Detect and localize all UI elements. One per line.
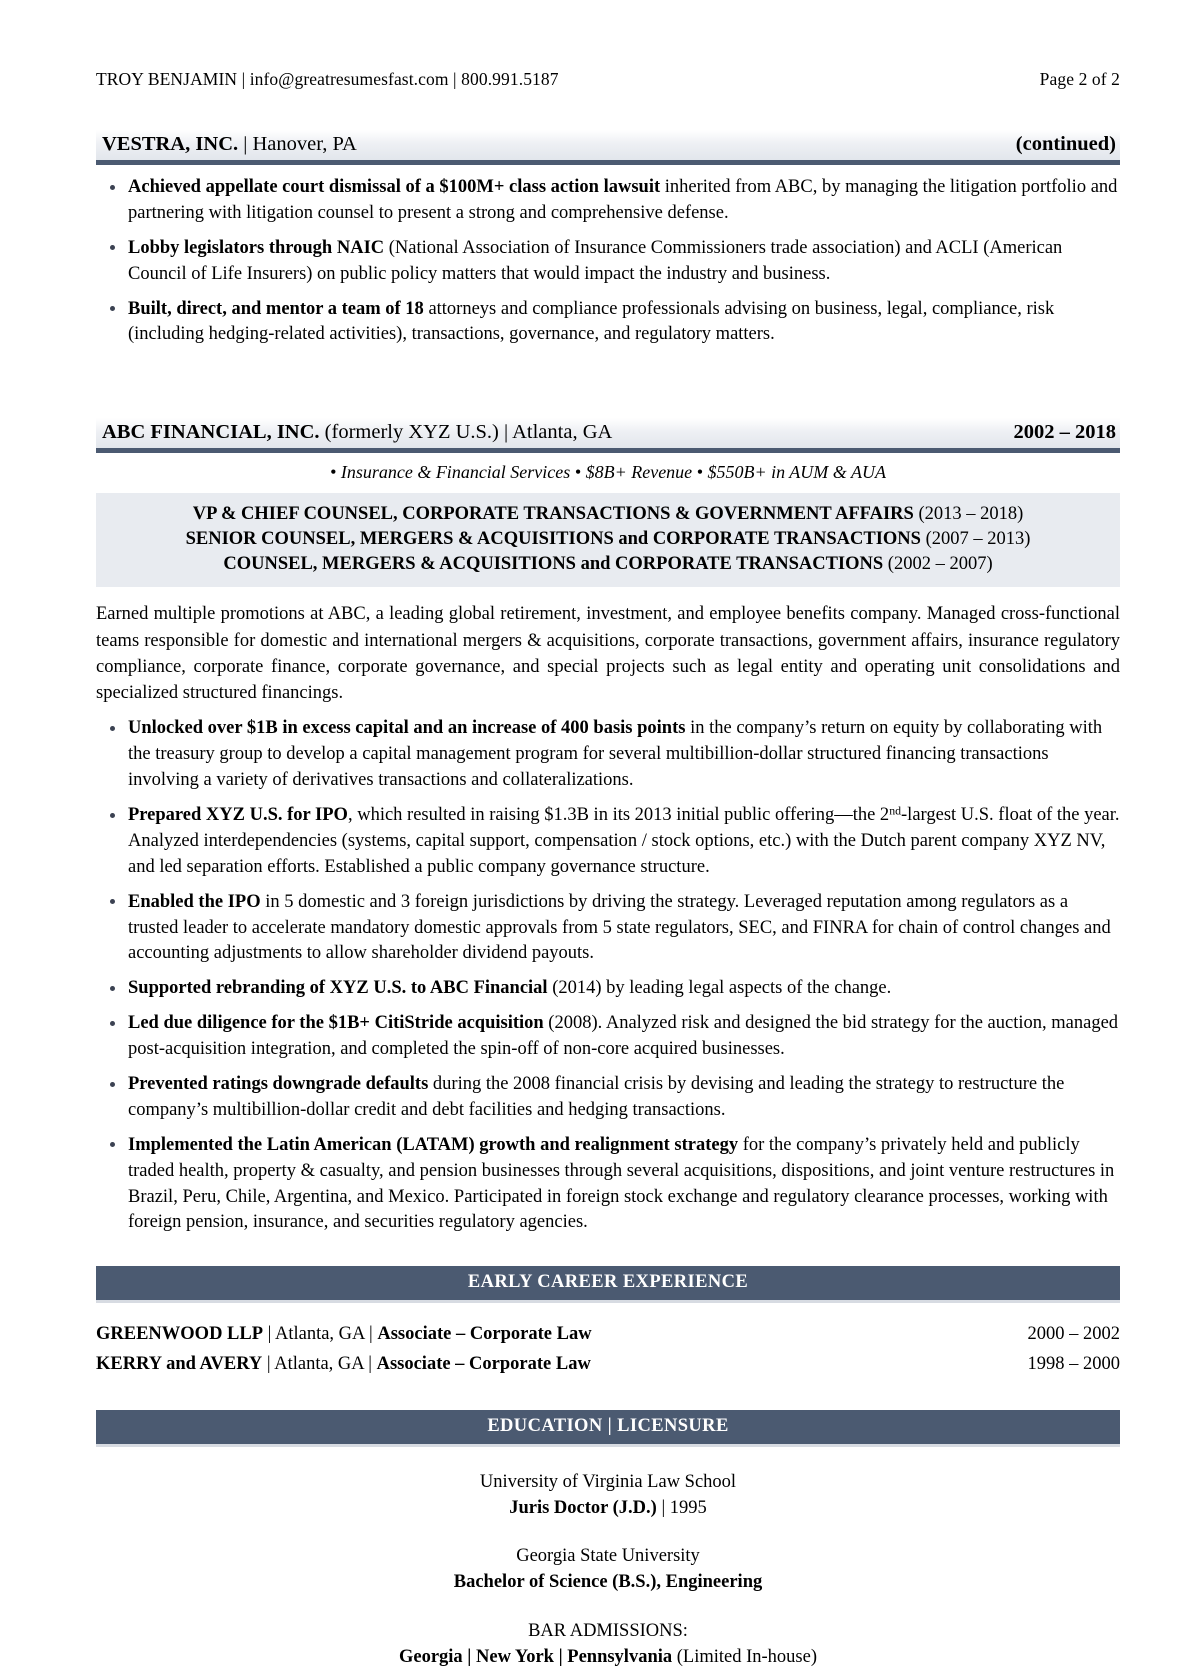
table-row bbox=[96, 1350, 1120, 1380]
bullet-lead: Lobby legislators through NAIC bbox=[128, 237, 385, 258]
job-title-text: SENIOR COUNSEL, MERGERS & ACQUISITIONS and CORPORATE TRANSACTIONS bbox=[185, 529, 921, 550]
company-location-text: | Hanover, PA bbox=[238, 133, 357, 155]
bullet-dot-icon bbox=[110, 726, 115, 731]
company-name-text: ABC FINANCIAL, INC. bbox=[102, 421, 320, 444]
school-name: University of Virginia Law School bbox=[479, 1471, 737, 1492]
section-spacer bbox=[96, 1236, 1120, 1266]
running-header bbox=[96, 0, 1120, 90]
bullet-body: (2008). Analyzed risk and designed the bid strategy for the auction, managed post-acquisition integration, and completed the spin-off of non-core acquired businesses. bbox=[128, 1013, 1119, 1060]
bullet-dot-icon bbox=[110, 306, 115, 311]
job-title-text: VP & CHIEF COUNSEL, CORPORATE TRANSACTIONS & GOVERNMENT AFFAIRS bbox=[192, 504, 914, 525]
list-item bbox=[96, 236, 1120, 288]
bar-admissions-heading: BAR ADMISSIONS: bbox=[528, 1620, 688, 1641]
early-career-entry bbox=[96, 1320, 592, 1350]
bar-admissions-states: Georgia | New York | Pennsylvania bbox=[398, 1646, 673, 1667]
bullet-body: attorneys and compliance professionals advising on business, legal, compliance, risk (including hedging-related activities), transactions, governance, and regulatory matters. bbox=[128, 298, 1055, 345]
list-item bbox=[96, 803, 1120, 881]
early-career-entry bbox=[96, 1350, 591, 1380]
company-tagline: • Insurance & Financial Services • $8B+ Revenue • $550B+ in AUM & AUA bbox=[330, 462, 886, 483]
education-spacer bbox=[96, 1596, 1120, 1618]
table-row bbox=[96, 1320, 1120, 1350]
firm-role: Associate – Corporate Law bbox=[376, 1353, 591, 1374]
degree-line bbox=[96, 1495, 1120, 1521]
school-name: Georgia State University bbox=[516, 1546, 700, 1567]
bullet-body-pre: , which resulted in raising $1.3B in its 2013 initial public offering—the 2 bbox=[347, 804, 890, 825]
bullet-body: (National Association of Insurance Commissioners trade association) and ACLI (American Council of Life Insurers) on public policy matters that would impact the industry and business. bbox=[128, 237, 1063, 284]
job-titles-band bbox=[96, 493, 1120, 587]
list-item bbox=[96, 1072, 1120, 1124]
job-title-years: (2007 – 2013) bbox=[920, 529, 1031, 550]
list-item bbox=[96, 1133, 1120, 1237]
list-item bbox=[96, 976, 1120, 1002]
bullet-lead: Built, direct, and mentor a team of 18 bbox=[128, 298, 424, 319]
degree-name: Bachelor of Science (B.S.), Engineering bbox=[453, 1572, 763, 1593]
section-spacer bbox=[96, 1380, 1120, 1410]
section-header-education: EDUCATION | LICENSURE bbox=[96, 1410, 1120, 1447]
bullet-dot-icon bbox=[110, 1082, 115, 1087]
bullet-lead: Unlocked over $1B in excess capital and an increase of 400 basis points bbox=[128, 718, 686, 739]
firm-name: GREENWOOD LLP bbox=[96, 1324, 264, 1345]
bullet-lead: Implemented the Latin American (LATAM) growth and realignment strategy bbox=[128, 1134, 739, 1155]
bullet-body: in the company’s return on equity by collaborating with the treasury group to develop a capital management program for several multibillion-dollar structured financing transactions involving a variety of derivatives transactions and collateralizations. bbox=[128, 718, 1103, 791]
degree-name: Juris Doctor (J.D.) bbox=[509, 1497, 657, 1518]
bullet-dot-icon bbox=[110, 245, 115, 250]
list-item bbox=[96, 716, 1120, 794]
bar-admissions-note: (Limited In-house) bbox=[672, 1646, 817, 1667]
bullet-body-post: -largest U.S. float of the year. Analyzed interdependencies (systems, capital support, compensation / stock options, etc.) with the Dutch parent company XYZ NV, and led separation efforts. Established a public company governance structure. bbox=[128, 804, 1120, 877]
page-content bbox=[96, 0, 1120, 1670]
firm-date-range: 1998 – 2000 bbox=[1027, 1353, 1120, 1374]
bullet-body: (2014) by leading legal aspects of the change. bbox=[547, 978, 892, 999]
job-title-text: COUNSEL, MERGERS & ACQUISITIONS and CORPORATE TRANSACTIONS bbox=[223, 554, 884, 575]
bullet-dot-icon bbox=[110, 1142, 115, 1147]
section-header-early-career: EARLY CAREER EXPERIENCE bbox=[96, 1266, 1120, 1303]
company-name-text: VESTRA, INC. bbox=[102, 133, 239, 155]
education-list bbox=[96, 1469, 1120, 1670]
header-contact-line: TROY BENJAMIN | info@greatresumesfast.com | 800.991.5187 bbox=[96, 69, 559, 89]
firm-date-range: 2000 – 2002 bbox=[1027, 1324, 1120, 1345]
bullet-dot-icon bbox=[110, 185, 115, 190]
firm-name: KERRY and AVERY bbox=[96, 1353, 263, 1374]
company-header-abc bbox=[96, 418, 1120, 453]
degree-line bbox=[96, 1569, 1120, 1595]
job-title-row bbox=[106, 552, 1110, 577]
early-career-list bbox=[96, 1320, 1120, 1379]
bullet-lead: Supported rebranding of XYZ U.S. to ABC Financial bbox=[128, 978, 548, 999]
abc-bullet-list bbox=[96, 716, 1120, 1236]
bullet-lead: Prevented ratings downgrade defaults bbox=[128, 1074, 429, 1094]
firm-role: Associate – Corporate Law bbox=[377, 1324, 592, 1345]
company-name-abc bbox=[102, 421, 612, 444]
list-item bbox=[96, 890, 1120, 968]
bullet-dot-icon bbox=[110, 813, 115, 818]
bullet-body: for the company’s privately held and publicly traded health, property & casualty, and pension businesses through several acquisitions, dispositions, and joint venture restructures in Brazil, Peru, Chile, Argentina, and Mexico. Participated in foreign stock exchange and regulatory clearance processes, working with foreign pension, insurance, and securities regulatory agencies. bbox=[128, 1134, 1115, 1233]
ordinal-superscript: nd bbox=[889, 803, 902, 818]
job-title-years: (2013 – 2018) bbox=[913, 504, 1024, 525]
header-page-number: Page 2 of 2 bbox=[1039, 69, 1120, 89]
bar-admissions-line bbox=[96, 1644, 1120, 1670]
company-location-text: (formerly XYZ U.S.) | Atlanta, GA bbox=[319, 421, 613, 444]
bullet-lead: Achieved appellate court dismissal of a $100M+ class action lawsuit bbox=[128, 177, 661, 197]
degree-year: | 1995 bbox=[656, 1497, 707, 1518]
bullet-lead: Led due diligence for the $1B+ CitiStride acquisition bbox=[128, 1013, 544, 1034]
education-spacer bbox=[96, 1521, 1120, 1543]
list-item bbox=[96, 175, 1120, 227]
bullet-lead: Enabled the IPO bbox=[128, 891, 261, 912]
list-item bbox=[96, 297, 1120, 349]
list-item bbox=[96, 1011, 1120, 1063]
bullet-body: during the 2008 financial crisis by devising and leading the strategy to restructure the company’s multibillion-dollar credit and debt facilities and hedging transactions. bbox=[128, 1074, 1065, 1120]
bullet-body: in 5 domestic and 3 foreign jurisdictions by driving the strategy. Leveraged reputation among regulators as a trusted leader to accelerate mandatory domestic approvals from 5 state regulators, SEC, and FINRA for chain of control changes and accounting adjustments to allow shareholder dividend payouts. bbox=[128, 891, 1111, 964]
job-title-row bbox=[106, 502, 1110, 527]
company-summary-paragraph: Earned multiple promotions at ABC, a leading global retirement, investment, and employee benefits company. Managed cross-functional teams responsible for domestic and international mergers & acquisitions, corporate transactions, government affairs, insurance regulatory compliance, corporate finance, corporate governance, and special projects such as legal entity and operating unit consolidations and specialized structured financings. bbox=[96, 604, 1120, 704]
company-name-vestra bbox=[102, 133, 357, 156]
firm-location: | Atlanta, GA | bbox=[263, 1324, 378, 1345]
bullet-dot-icon bbox=[110, 1021, 115, 1026]
company-continued-label: (continued) bbox=[1015, 133, 1116, 155]
job-title-years: (2002 – 2007) bbox=[883, 554, 993, 575]
bullet-body: inherited from ABC, by managing the litigation portfolio and partnering with litigation counsel to present a strong and comprehensive defense. bbox=[128, 177, 1118, 223]
bullet-lead: Prepared XYZ U.S. for IPO bbox=[128, 804, 348, 825]
firm-location: | Atlanta, GA | bbox=[262, 1353, 377, 1374]
company-date-range: 2002 – 2018 bbox=[1013, 421, 1116, 444]
bullet-dot-icon bbox=[110, 899, 115, 904]
company-header-vestra bbox=[96, 130, 1120, 165]
vestra-bullet-list bbox=[96, 175, 1120, 348]
job-title-row bbox=[106, 527, 1110, 552]
bullet-dot-icon bbox=[110, 986, 115, 991]
section-spacer bbox=[96, 348, 1120, 378]
